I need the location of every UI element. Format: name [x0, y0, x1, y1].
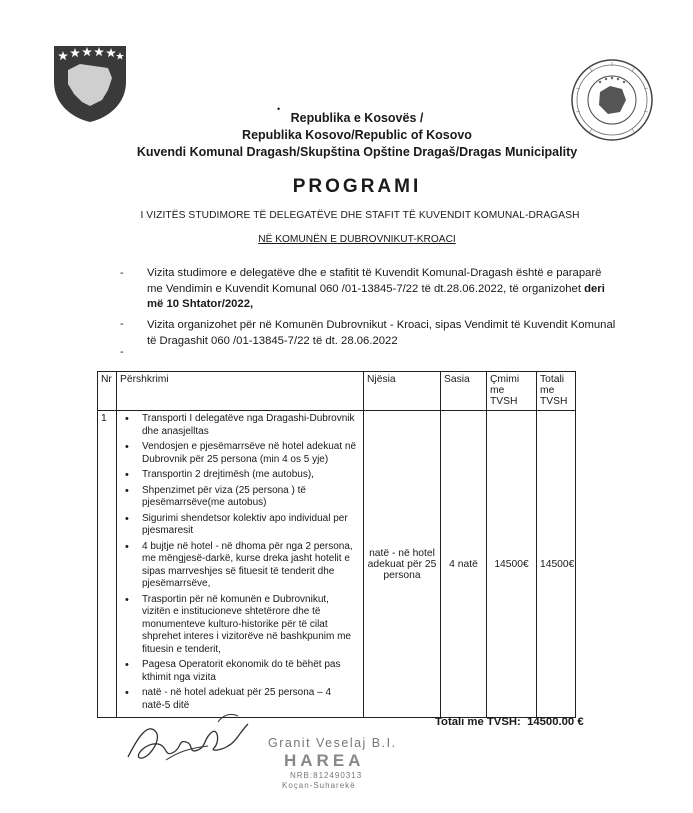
handwritten-signature-icon	[118, 702, 278, 772]
document-subtitle: I VIZITËS STUDIMORE TË DELEGATËVE DHE STAFIT TË KUVENDIT KOMUNAL-DRAGASH	[140, 210, 580, 221]
paragraph-2: Vizita organizohet për në Komunën Dubrovnikut - Kroaci, sipas Vendimit të Kuvendit Komunal të Dragashit 060 /01-13845-7/22 të dt. 28.06.2022	[147, 319, 616, 347]
table-header-row	[98, 372, 576, 411]
list-item: • Vendosjen e pjesëmarrsëve në hotel adekuat në Dubrovnik për 25 persona (min 4 os 5 yje)	[142, 441, 360, 466]
row-price: 14500€	[487, 411, 537, 718]
list-item: • 4 bujtje në hotel - në dhoma për nga 2 persona, me mëngjesë-darkë, kurse dreka jasht hotelit e sipas marrveshjes së fituesit të tenderit dhe pjesëmarrsëve,	[142, 541, 360, 591]
table-row	[98, 411, 576, 718]
paragraph-1	[147, 266, 617, 313]
header-quantity: Sasia	[441, 372, 487, 411]
list-item: • Trasportin për në komunën e Dubrovnikut, vizitën e institucioneve shtetërore dhe të monumenteve kulturo-historike për të cilat shprehet interes i vizitorëve në bashkpunim me fituesin e tenderit,	[142, 594, 360, 657]
company-stamp	[268, 736, 438, 796]
list-item: • Shpenzimet për viza (25 persona ) të pjesëmarrsëve(me autobus)	[142, 485, 360, 510]
header-unit: Njësia	[364, 372, 441, 411]
list-item: • Sigurimi shendetsor kolektiv apo individual per pjesmaresit	[142, 513, 360, 538]
dot-mark: •	[277, 104, 281, 114]
dash-marker: -	[120, 346, 124, 358]
list-item: • Transportin 2 drejtimësh (me autobus),	[142, 469, 360, 482]
stamp-name: Granit Veselaj B.I.	[268, 736, 397, 750]
row-unit: natë - në hotel adekuat për 25 persona	[364, 411, 441, 718]
header-total: Totali me TVSH	[537, 372, 576, 411]
document-subtitle-location: NË KOMUNËN E DUBROVNIKUT-KROACI	[258, 234, 456, 245]
header-description: Përshkrimi	[117, 372, 364, 411]
stamp-nrb: NRB:812490313	[290, 771, 363, 780]
header-line-2: Republika Kosovo/Republic of Kosovo	[242, 128, 472, 142]
program-table	[97, 371, 576, 718]
list-item: • Transporti I delegatëve nga Dragashi-Dubrovnik dhe anasjelltas	[142, 413, 360, 438]
grand-total-value: 14500.00 €	[527, 716, 584, 728]
dash-marker: -	[120, 267, 124, 279]
row-nr: 1	[98, 411, 117, 718]
dash-marker: -	[120, 318, 124, 330]
header-price: Çmimi me TVSH	[487, 372, 537, 411]
header-line-1: Republika e Kosovës /	[290, 111, 424, 125]
grand-total	[435, 716, 584, 728]
kosovo-coat-of-arms-icon	[50, 42, 130, 124]
list-item: • natë - në hotel adekuat për 25 persona – 4 natë-5 ditë	[142, 687, 360, 712]
description-list	[120, 413, 360, 712]
stamp-place: Koçan-Suharekë	[282, 781, 356, 790]
row-description	[117, 411, 364, 718]
list-item: • Pagesa Operatorit ekonomik do të bëhët pas kthimit nga vizita	[142, 659, 360, 684]
row-quantity: 4 natë	[441, 411, 487, 718]
header-line-3: Kuvendi Komunal Dragash/Skupština Opštine Dragaš/Dragas Municipality	[136, 145, 578, 159]
row-total: 14500€	[537, 411, 576, 718]
paragraph-1-deadline: deri më 10 Shtator/2022,	[147, 282, 605, 310]
paragraph-1-text: Vizita studimore e delegatëve dhe e stafitit të Kuvendit Komunal-Dragash është e paraparë me Vendimin e Kuvendit Komunal 060 /01-13845-7/22 të dt.28.06.2022, të organizohet	[147, 267, 602, 295]
stamp-company: HAREA	[284, 751, 365, 770]
header-nr: Nr	[98, 372, 117, 411]
grand-total-label: Totali me TVSH:	[435, 716, 521, 728]
document-title: PROGRAMI	[292, 176, 422, 197]
